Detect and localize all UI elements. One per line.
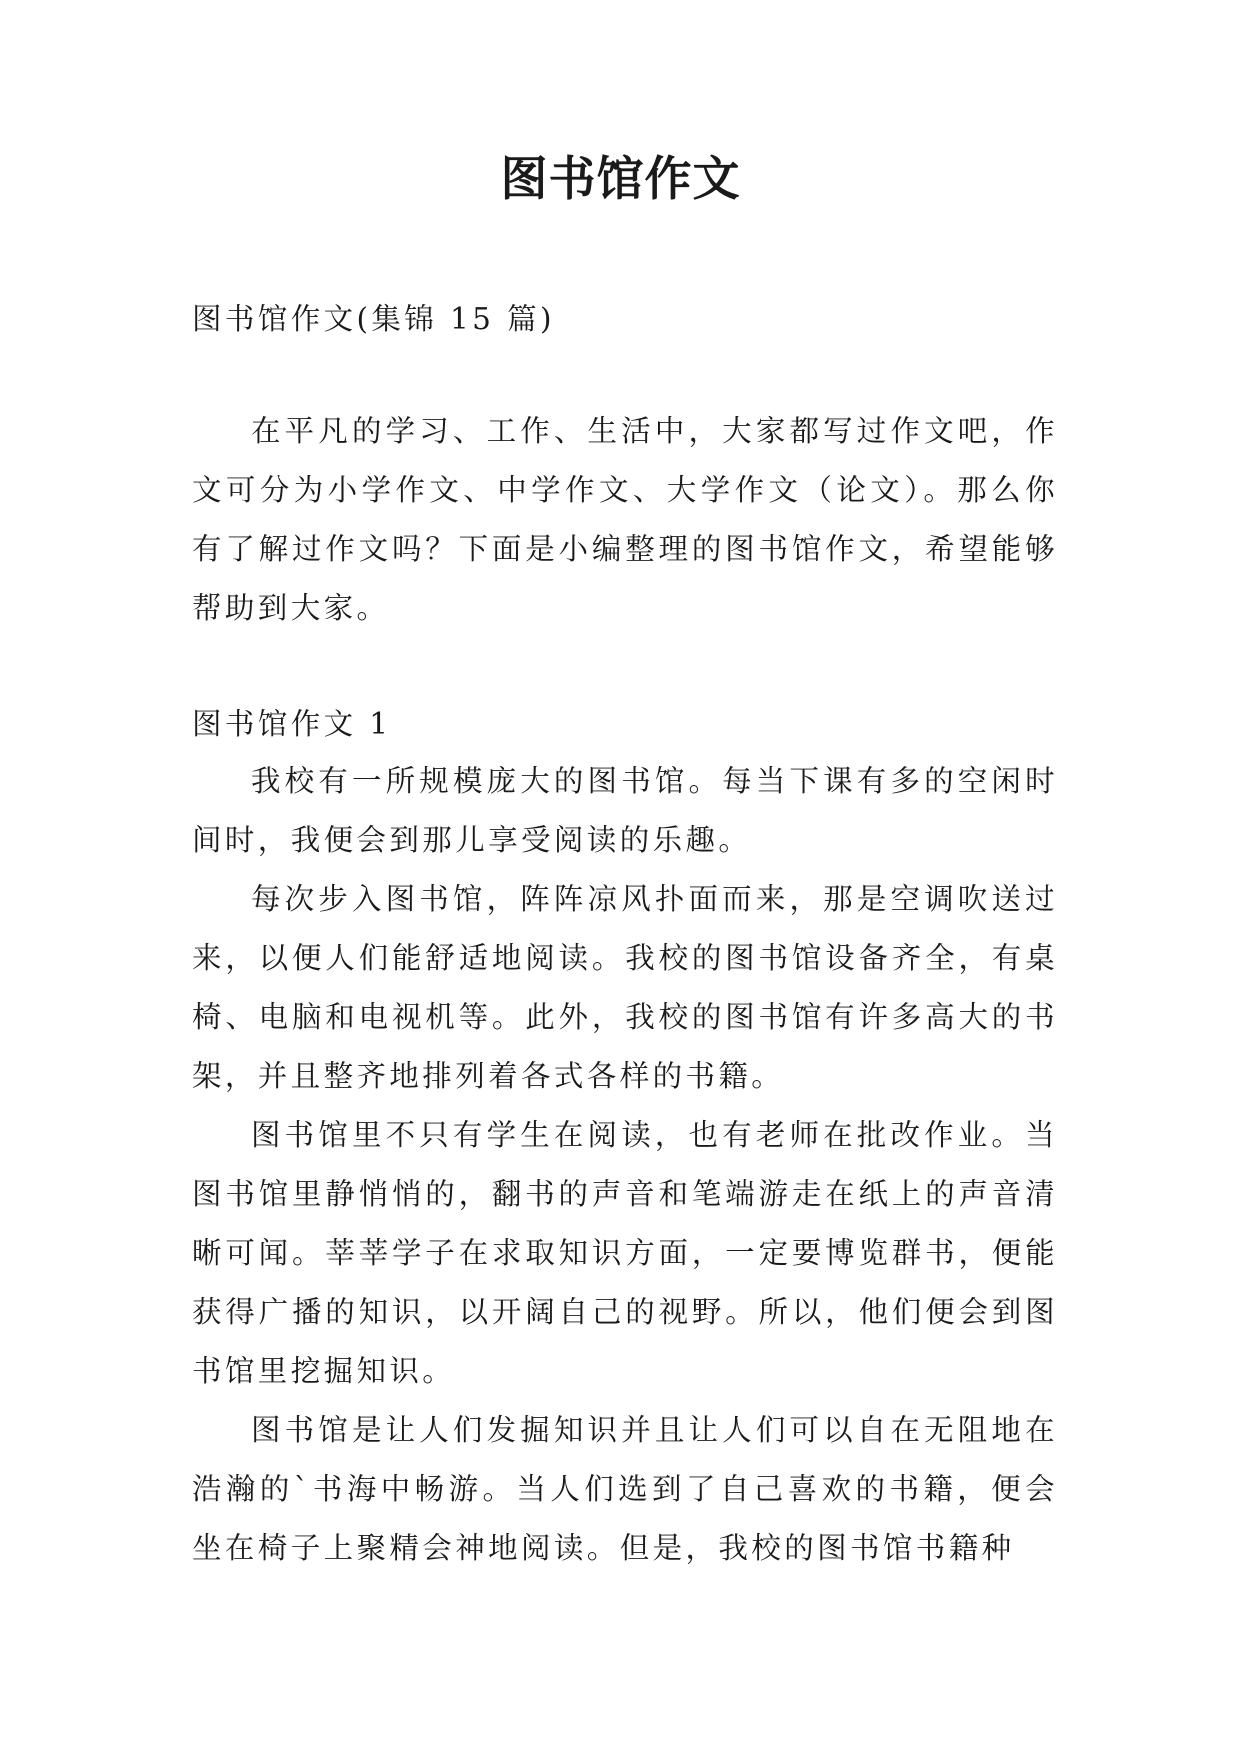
page-title: 图书馆作文 xyxy=(500,152,741,207)
intro-paragraph: 在平凡的学习、工作、生活中，大家都写过作文吧，作文可分为小学作文、中学作文、大学作文（论文）。那么你有了解过作文吗？下面是小编整理的图书馆作文，希望能够帮助到大家。 xyxy=(192,414,1058,625)
section-heading: 图书馆作文 1 xyxy=(192,707,392,741)
essay-paragraph-4: 图书馆是让人们发掘知识并且让人们可以自在无阻地在浩瀚的`书海中畅游。当人们选到了自己喜欢的书籍，便会坐在椅子上聚精会神地阅读。但是，我校的图书馆书籍种 xyxy=(192,1413,1058,1565)
essay-body xyxy=(192,752,1058,1578)
document-subtitle: 图书馆作文(集锦 15 篇) xyxy=(192,302,555,336)
essay-paragraph-1: 我校有一所规模庞大的图书馆。每当下课有多的空闲时间时，我便会到那儿享受阅读的乐趣。 xyxy=(192,764,1058,857)
essay-paragraph-2: 每次步入图书馆，阵阵凉风扑面而来，那是空调吹送过来，以便人们能舒适地阅读。我校的图书馆设备齐全，有桌椅、电脑和电视机等。此外，我校的图书馆有许多高大的书架，并且整齐地排列着各式各样的书籍。 xyxy=(192,882,1058,1093)
intro-section xyxy=(192,402,1058,638)
essay-paragraph-3: 图书馆里不只有学生在阅读，也有老师在批改作业。当图书馆里静悄悄的，翻书的声音和笔端游走在纸上的声音清晰可闻。莘莘学子在求取知识方面，一定要博览群书，便能获得广播的知识，以开阔自己的视野。所以，他们便会到图书馆里挖掘知识。 xyxy=(192,1118,1058,1388)
